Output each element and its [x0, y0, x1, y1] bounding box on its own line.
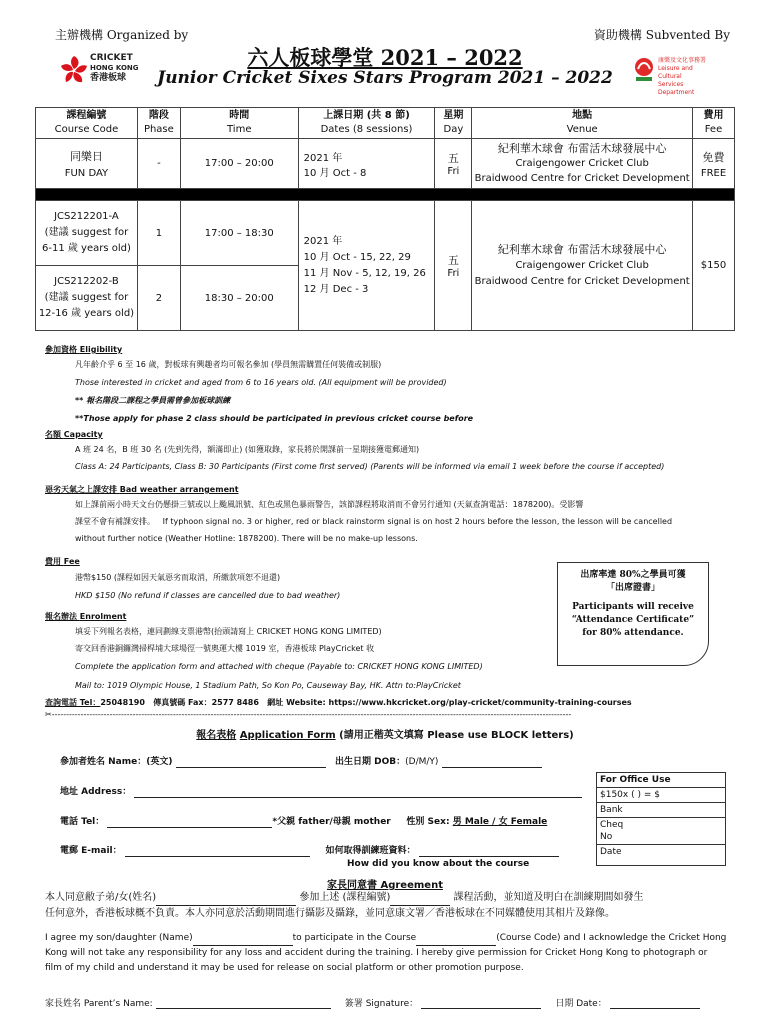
weather-en-2: without further notice (Weather Hotline: 1878200). There will be no make-up lessons.: [75, 534, 418, 543]
course-b-phase: 2: [137, 266, 180, 331]
sponsor-label: 資助機構 Subvented By: [593, 28, 730, 42]
capacity-zh: A 班 24 名，B 班 30 名 (先到先得，額滿即止) (如獲取錄，家長將於開課前一星期接獲電郵通知): [75, 445, 420, 454]
col-dates: 上課日期 (共 8 節) Dates (8 sessions): [298, 108, 435, 139]
how-label-en: How did you know about the course: [347, 859, 530, 869]
email-label: 電郵 E-mail：: [60, 846, 122, 856]
funday-day-en: Fri: [447, 166, 460, 177]
course-b-age: 12-16 歲 years old): [38, 308, 135, 319]
enrolment-zh-2: 寄交回香港銅鑼灣掃桿埔大球場徑一號奧運大樓 1019 室，香港板球 PlayCricket 收: [75, 644, 375, 653]
sex-options[interactable]: 男 Male / 女 Female: [452, 817, 548, 827]
signature-field[interactable]: [421, 999, 541, 1009]
eligibility-section: [45, 343, 473, 428]
schedule-table: [35, 107, 735, 331]
agreement-en: I agree my son/daughter (Name) to participate in the Course (Course Code) and I acknowledge the Cricket Hong Kong will not take any responsibility for any loss and accident during the training. I hereby give permission for Cricket Hong Kong to photograph or film of my child and understand it may be used for release on social platform or other promotion purpose.: [45, 933, 727, 973]
funday-dates-l1: 2021 年: [303, 152, 343, 164]
eligibility-en: Those interested in cricket and aged from 6 to 16 years old. (All equipment will be provided): [75, 378, 447, 387]
eligibility-note-en: **Those apply for phase 2 class should be participated in previous cricket course before: [75, 414, 474, 423]
how-field[interactable]: [419, 847, 559, 857]
office-fee: $150x ( ) = $: [597, 788, 725, 803]
parent-name-label: 家長姓名 Parent’s Name:: [45, 999, 153, 1009]
website-link[interactable]: https://www.hkcricket.org/play-cricket/community-training-courses: [328, 698, 632, 707]
course-day-en: Fri: [447, 268, 460, 279]
dob-format: (D/M/Y): [405, 757, 439, 767]
enrolment-section: [45, 610, 483, 695]
address-label: 地址 Address：: [60, 787, 132, 797]
how-label-zh: 如何取得訓練班資料：: [325, 846, 416, 856]
course-a-code: JCS212201-A: [54, 211, 119, 222]
phone-label: 電話 Tel：: [60, 817, 105, 827]
course-dates-l2: 10 月 Oct - 15, 22, 29: [303, 251, 411, 263]
name-label: 參加者姓名 Name：(英文): [60, 757, 173, 767]
course-dates-l4: 12 月 Dec - 3: [303, 283, 369, 295]
office-bank: Bank: [597, 803, 725, 818]
col-course-code: 課程編號 Course Code: [36, 108, 138, 139]
enrolment-en-2: Mail to: 1019 Olympic House, 1 Stadium Path, So Kon Po, Causeway Bay, HK. Attn to:PlayCricket: [75, 681, 461, 690]
name-field[interactable]: [176, 758, 326, 768]
eligibility-zh: 凡年齡介乎 6 至 16 歲，對板球有興趣者均可報名參加 (學員無需購置任何裝備或制服): [75, 360, 382, 369]
funday-code-en: FUN DAY: [64, 168, 109, 179]
cert-zh-2: 「出席證書」: [605, 583, 660, 593]
cert-en-3: for 80% attendance.: [582, 628, 684, 638]
funday-code-zh: 同樂日: [69, 150, 103, 163]
table-divider: [36, 189, 735, 201]
date-label: 日期 Date：: [555, 999, 607, 1009]
enquiry-line: [45, 696, 632, 709]
course-b-code: JCS212202-B: [54, 276, 119, 287]
lcsd-line-3: Services Department: [658, 81, 695, 96]
tel-row: [60, 816, 547, 828]
email-row: [60, 845, 559, 857]
form-title: 報名表格 Application Form (請用正楷英文填寫 Please use BLOCK letters): [196, 730, 574, 741]
fax-value: 2577 8486: [211, 698, 259, 707]
course-venue-zh: 紀利華木球會 布雷活木球發展中心: [497, 242, 667, 256]
lcsd-line-1: 康樂及文化事務署: [658, 57, 707, 64]
cert-zh-1: 出席率達 80%之學員可獲: [580, 570, 686, 580]
course-a-phase: 1: [137, 201, 180, 266]
course-a-suggest: (建議 suggest for: [44, 227, 129, 238]
weather-line-2: 課堂不會有補課安排。 If typhoon signal no. 3 or higher, red or black rainstorm signal is on host 2 hours before the lesson, the lesson will be cancelled: [75, 517, 673, 526]
agreement-title: 家長同意書 Agreement: [327, 880, 443, 891]
fax-label: 傳真號碼 Fax：: [153, 698, 212, 707]
table-row-course-a: [36, 201, 735, 266]
funday-venue-en1: Craigengower Cricket Club: [515, 158, 649, 169]
office-date: Date: [600, 847, 622, 857]
logo-line-1: CRICKET: [90, 53, 133, 63]
web-label: 網址 Website:: [267, 698, 326, 707]
page-title-zh: 六人板球學堂 2021 – 2022: [247, 45, 523, 70]
col-venue: 地點 Venue: [472, 108, 693, 139]
tel-value: 25048190: [100, 698, 145, 707]
course-venue-en1: Craigengower Cricket Club: [515, 259, 649, 271]
funday-day-zh: 五: [447, 152, 459, 165]
col-fee: 費用 Fee: [692, 108, 734, 139]
logo-line-2: HONG KONG: [90, 64, 139, 72]
dob-field[interactable]: [442, 758, 542, 768]
course-code-field-zh[interactable]: [390, 896, 450, 906]
tel-label: 查詢電話 Tel：: [45, 698, 101, 707]
table-row-funday: [36, 139, 735, 189]
weather-section: [45, 483, 725, 547]
fee-section: [45, 555, 340, 604]
col-phase: 階段 Phase: [137, 108, 180, 139]
address-row: [60, 786, 582, 798]
course-dates-l3: 11 月 Nov - 5, 12, 19, 26: [303, 267, 426, 279]
funday-fee-zh: 免費: [702, 150, 725, 164]
attendance-certificate-note: [557, 562, 709, 666]
phone-field[interactable]: [107, 818, 272, 828]
course-a-age: 6-11 歲 years old): [41, 243, 131, 254]
signature-label: 簽署 Signature：: [344, 999, 419, 1009]
cert-en-1: Participants will receive: [572, 602, 694, 612]
child-name-field-en[interactable]: [193, 936, 293, 946]
email-field[interactable]: [125, 847, 310, 857]
capacity-section: [45, 428, 664, 476]
course-venue-en2: Braidwood Centre for Cricket Development: [474, 275, 690, 287]
capacity-en: Class A: 24 Participants, Class B: 30 Participants (First come first served) (Parents will be informed via email 1 week before the course if accepted): [75, 462, 665, 471]
logo-line-3: 香港板球: [90, 73, 127, 83]
funday-dates-l2: 10 月 Oct - 8: [303, 167, 367, 179]
name-row: [60, 756, 542, 768]
cert-en-2: “Attendance Certificate”: [571, 615, 695, 625]
course-dates-l1: 2021 年: [303, 235, 343, 247]
course-b-time: 18:30 – 20:00: [180, 266, 298, 331]
office-cheque: Cheq No: [597, 818, 725, 845]
course-b-suggest: (建議 suggest for: [44, 292, 129, 303]
office-use-box: [596, 772, 726, 866]
col-time: 時間 Time: [180, 108, 298, 139]
page-title-en: Junior Cricket Sixes Stars Program 2021 – 2022: [157, 68, 613, 88]
sex-label: 性別 Sex:: [406, 817, 450, 827]
enrolment-zh-1: 填妥下列報名表格，連同劃線支票港幣(抬頭請寫上 CRICKET HONG KONG LIMITED): [75, 627, 382, 636]
office-title: For Office Use: [597, 773, 725, 788]
child-name-field-zh[interactable]: [156, 896, 296, 906]
signature-row: [45, 996, 700, 1009]
fee-heading: 費用 Fee: [45, 557, 80, 566]
eligibility-heading: 參加資格 Eligibility: [45, 345, 123, 354]
funday-venue-zh: 紀利華木球會 布雷活木球發展中心: [497, 142, 667, 155]
course-fee: $150: [692, 201, 734, 331]
funday-phase: -: [137, 139, 180, 189]
capacity-heading: 名額 Capacity: [45, 430, 103, 439]
date-field[interactable]: [610, 999, 700, 1009]
weather-zh-1: 如上課前兩小時天文台仍懸掛三號或以上颱風訊號、紅色或黑色暴雨警告，該節課程將取消而不會另行通知 (天氣查詢電話：1878200)。受影響: [75, 500, 584, 509]
cut-line: ✂------------------------------------------------------------------------------------------------------------------------------------------------------------------------------------: [45, 710, 572, 719]
parent-name-field[interactable]: [156, 999, 331, 1009]
enrolment-en-1: Complete the application form and attached with cheque (Payable to: CRICKET HONG KONG LIMITED): [75, 662, 483, 671]
lcsd-line-2: Leisure and Cultural: [658, 65, 693, 80]
col-day: 星期 Day: [435, 108, 472, 139]
funday-venue-en2: Braidwood Centre for Cricket Development: [474, 173, 690, 184]
address-field[interactable]: [134, 788, 582, 798]
funday-fee-en: FREE: [700, 167, 727, 179]
eligibility-note-zh: ** 報名階段二課程之學員需曾參加板球訓練: [75, 396, 231, 405]
organizer-label: 主辦機構 Organized by: [55, 28, 189, 42]
funday-time: 17:00 – 20:00: [180, 139, 298, 189]
fee-zh: 港幣$150 (課程如因天氣惡劣而取消，所繳款項恕不退還): [75, 573, 281, 582]
fee-en: HKD $150 (No refund if classes are cancelled due to bad weather): [75, 591, 341, 600]
table-header-row: [36, 108, 735, 139]
parent-label: *父親 father/母親 mother: [272, 817, 391, 827]
course-a-time: 17:00 – 18:30: [180, 201, 298, 266]
dob-label: 出生日期 DOB：: [335, 757, 406, 767]
agreement-zh: 本人同意敝子弟/女(姓名) 參加上述 (課程編號) 課程活動，並知道及明白在訓練期間如發生 任何意外，香港板球概不負責。本人亦同意於活動期間進行攝影及攝錄，並同意康文署／香港板球在不同媒體使用其相片及錄像。: [45, 892, 644, 919]
course-day-zh: 五: [447, 254, 459, 267]
weather-heading: 惡劣天氣之上課安排 Bad weather arrangement: [45, 485, 239, 494]
enrolment-heading: 報名辦法 Enrolment: [45, 612, 127, 621]
course-code-field-en[interactable]: [416, 936, 496, 946]
